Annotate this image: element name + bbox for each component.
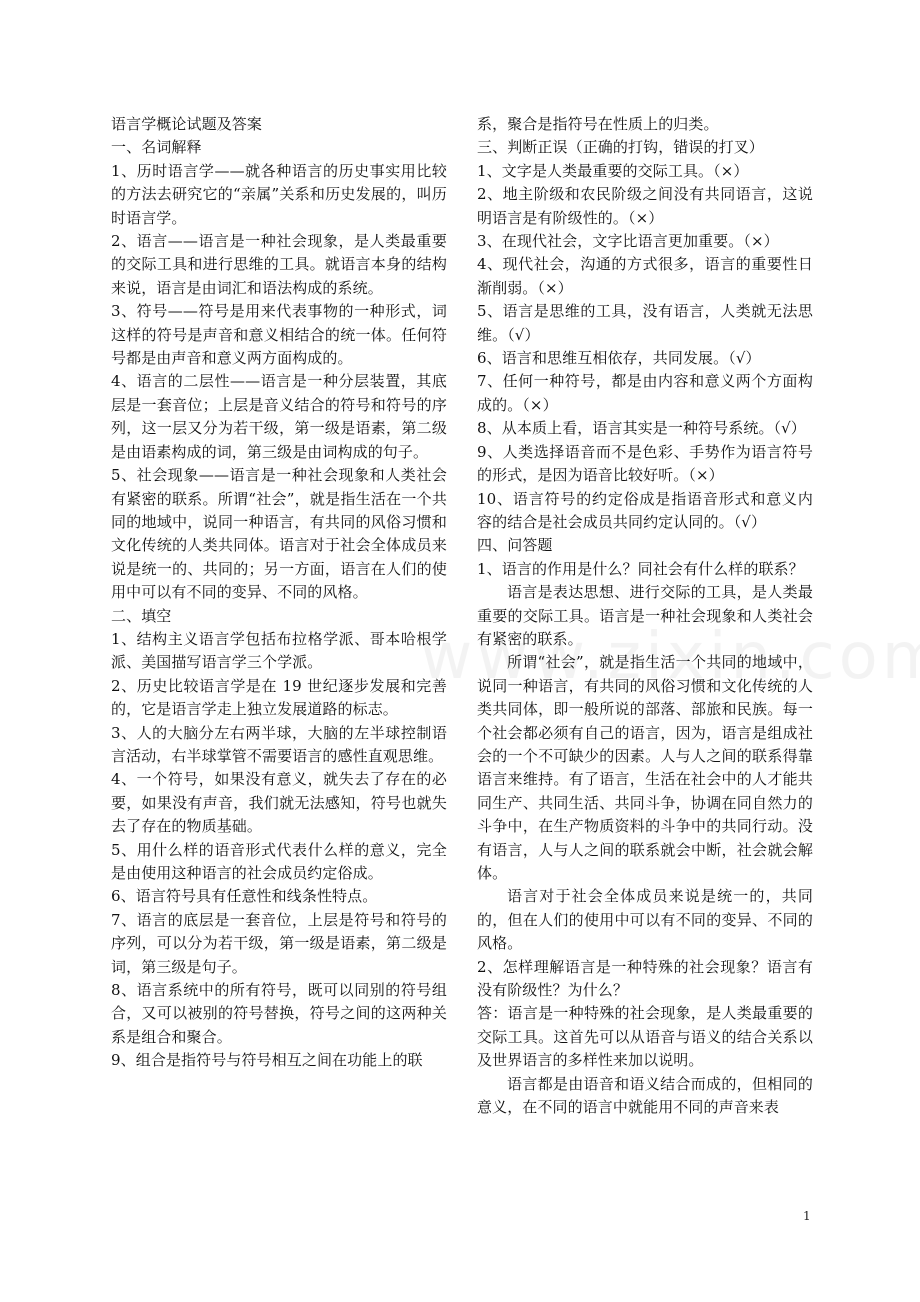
left-column-paragraph: 9、组合是指符号与符号相互之间在功能上的联 bbox=[111, 1051, 423, 1070]
left-column-paragraph: 5、社会现象——语言是一种社会现象和人类社会有紧密的联系。所谓“社会”，就是指生活在一个共同的地域中，说同一种语言，有共同的风俗习惯和文化传统的人类共同体。语言对于社会全体成员来说是统一的、共同的；另一方面，语言在人们的使用中可以有不同的变异、不同的风格。 bbox=[111, 466, 447, 602]
right-column-paragraph: 4、现代社会，沟通的方式很多，语言的重要性日渐削弱。（×） bbox=[477, 255, 813, 297]
left-column-paragraph: 4、语言的二层性——语言是一种分层装置，其底层是一套音位；上层是音义结合的符号和符号的序列，这一层又分为若干级，第一级是语素，第二级是由语素构成的词，第三级是由词构成的句子。 bbox=[111, 372, 447, 461]
right-column-paragraph: 2、怎样理解语言是一种特殊的社会现象？语言有没有阶级性？为什么？ bbox=[477, 957, 813, 1000]
left-column-paragraph: 7、语言的底层是一套音位，上层是符号和符号的序列，可以分为若干级，第一级是语素，第二级是词，第三级是句子。 bbox=[111, 910, 447, 976]
right-column-paragraph: 三、判断正误（正确的打钩，错误的打叉） bbox=[477, 138, 764, 157]
left-column-paragraph: 1、结构主义语言学包括布拉格学派、哥本哈根学派、美国描写语言学三个学派。 bbox=[111, 629, 447, 672]
right-column-paragraph: 2、地主阶级和农民阶级之间没有共同语言，这说明语言是有阶级性的。（×） bbox=[477, 185, 813, 227]
left-column-paragraph: 2、历史比较语言学是在 19 世纪逐步发展和完善的，它是语言学走上独立发展道路的标志。 bbox=[111, 676, 447, 719]
right-column-paragraph: 语言都是由语音和语义结合而成的，但相同的意义，在不同的语言中就能用不同的声音来表 bbox=[477, 1074, 813, 1117]
right-column-paragraph: 1、语言的作用是什么？同社会有什么样的联系？ bbox=[477, 559, 804, 578]
left-column-paragraph: 语言学概论试题及答案 bbox=[111, 115, 263, 133]
right-column-paragraph: 10、语言符号的约定俗成是指语音形式和意义内容的结合是社会成员共同约定认同的。（√） bbox=[477, 489, 813, 531]
right-column-paragraph: 8、从本质上看，语言其实是一种符号系统。（√） bbox=[477, 419, 806, 438]
right-column-paragraph: 1、文字是人类最重要的交际工具。（×） bbox=[477, 161, 749, 180]
right-column-paragraph: 四、问答题 bbox=[477, 536, 553, 555]
left-column-paragraph: 2、语言——语言是一种社会现象，是人类最重要的交际工具和进行思维的工具。就语言本身的结构来说，语言是由词汇和语法构成的系统。 bbox=[111, 232, 447, 297]
right-column-paragraph: 答：语言是一种特殊的社会现象，是人类最重要的交际工具。这首先可以从语音与语义的结合关系以及世界语言的多样性来加以说明。 bbox=[477, 1004, 813, 1070]
right-column-paragraph: 语言对于社会全体成员来说是统一的，共同的，但在人们的使用中可以有不同的变异、不同的风格。 bbox=[477, 887, 813, 953]
page-number: 1 bbox=[803, 1209, 811, 1223]
right-column-paragraph: 语言是表达思想、进行交际的工具，是人类最重要的交际工具。语言是一种社会现象和人类社会有紧密的联系。 bbox=[477, 583, 813, 648]
right-column bbox=[477, 113, 813, 1119]
left-column-paragraph: 一、名词解释 bbox=[111, 138, 202, 157]
left-column-paragraph: 5、用什么样的语音形式代表什么样的意义，完全是由使用这种语言的社会成员约定俗成。 bbox=[111, 840, 447, 882]
left-column-paragraph: 8、语言系统中的所有符号，既可以同别的符号组合，又可以被别的符号替换，符号之间的这两种关系是组合和聚合。 bbox=[111, 981, 447, 1046]
left-column-paragraph: 3、人的大脑分左右两半球，大脑的左半球控制语言活动，右半球掌管不需要语言的感性直观思维。 bbox=[111, 723, 447, 765]
left-column-paragraph: 6、语言符号具有任意性和线条性特点。 bbox=[111, 887, 378, 906]
left-column bbox=[111, 113, 447, 1073]
right-column-paragraph: 3、在现代社会，文字比语言更加重要。（×） bbox=[477, 232, 779, 251]
right-column-paragraph: 系，聚合是指符号在性质上的归类。 bbox=[477, 115, 719, 133]
left-column-paragraph: 1、历时语言学——就各种语言的历史事实用比较的方法去研究它的“亲属”关系和历史发展的，叫历时语言学。 bbox=[111, 161, 447, 227]
right-column-paragraph: 5、语言是思维的工具，没有语言，人类就无法思维。（√） bbox=[477, 302, 813, 344]
right-column-paragraph: 6、语言和思维互相依存，共同发展。（√） bbox=[477, 349, 761, 368]
left-column-paragraph: 4、一个符号，如果没有意义，就失去了存在的必要，如果没有声音，我们就无法感知，符号也就失去了存在的物质基础。 bbox=[111, 770, 447, 836]
left-column-paragraph: 3、符号——符号是用来代表事物的一种形式，词这样的符号是声音和意义相结合的统一体。任何符号都是由声音和意义两方面构成的。 bbox=[111, 302, 447, 368]
right-column-paragraph: 9、人类选择语音而不是色彩、手势作为语言符号的形式，是因为语音比较好听。（×） bbox=[477, 442, 813, 485]
right-column-paragraph: 7、任何一种符号，都是由内容和意义两个方面构成的。（×） bbox=[477, 372, 813, 414]
right-column-paragraph: 所谓“社会”，就是指生活一个共同的地域中，说同一种语言，有共同的风俗习惯和文化传统的人类共同体，即一般所说的部落、部旅和民族。每一个社会都必须有自己的语言，因为，语言是组成社会的一个不可缺少的因素。人与人之间的联系得靠语言来维持。有了语言，生活在社会中的人才能共同生产、共同生活、共同斗争，协调在同自然力的斗争中，在生产物质资料的斗争中的共同行动。没有语言，人与人之间的联系就会中断，社会就会解体。 bbox=[477, 653, 813, 882]
left-column-paragraph: 二、填空 bbox=[111, 606, 172, 625]
